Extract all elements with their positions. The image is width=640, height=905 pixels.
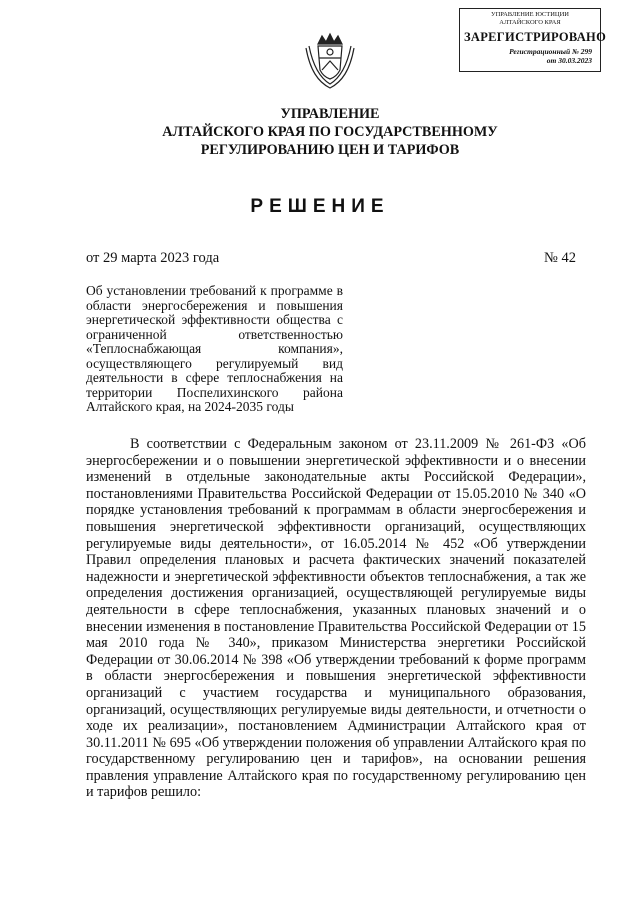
- document-date: от 29 марта 2023 года: [86, 250, 220, 266]
- registration-stamp: [459, 8, 607, 72]
- document-type-title: РЕШЕНИЕ: [250, 196, 390, 217]
- coat-of-arms-icon: [300, 30, 360, 92]
- issuing-agency: [100, 105, 560, 159]
- stamp-authority-line: УПРАВЛЕНИЕ ЮСТИЦИИ: [491, 11, 569, 18]
- agency-line-3: РЕГУЛИРОВАНИЮ ЦЕН И ТАРИФОВ: [200, 142, 460, 158]
- document-subject: Об установлении требований к программе в области энергосбережения и повышения энергетической эффективности общества с ограниченной ответственностью «Теплоснабжающая компания», осуществляющего регулируемый вид деятельности в сфере теплоснабжения на территории Поспелихинского района Алтайского края, на 2024-2035 годы: [86, 283, 343, 414]
- preamble-paragraph: В соответствии с Федеральным законом от 23.11.2009 № 261-ФЗ «Об энергосбережении и о повышении энергетической эффективности и о внесении изменений в отдельные законодательные акты Российской Федерации», постановлениями Правительства Российской Федерации от 15.05.2010 № 340 «О порядке установления требований к программам в области энергосбережения и повышения энергетической эффективности организаций, осуществляющих регулируемые виды деятельности», от 16.05.2014 № 452 «Об утверждении Правил определения плановых и расчета фактических значений показателей надежности и энергетической эффективности объектов теплоснабжения, а так же определения достижения организацией, осуществляющей регулируемые виды деятельности в сфере теплоснабжения, указанных плановых значений и о внесении изменения в постановление Правительства Российской Федерации от 15 мая 2010 года № 340», приказом Министерства энергетики Российской Федерации от 30.06.2014 № 398 «Об утверждении требований к форме программ в области энергосбережения и повышения энергетической эффективности организаций с участием государства и муниципального образования, организаций, осуществляющих регулируемые виды деятельности, и отчетности о ходе их реализации», постановлением Администрации Алтайского края от 30.11.2011 № 695 «Об утверждении положения об управлении Алтайского края по государственному регулированию цен и тарифов», на основании решения правления управление Алтайского края по государственному регулированию цен и тарифов решило:: [86, 436, 586, 801]
- stamp-registered-label: ЗАРЕГИСТРИРОВАНО: [464, 30, 607, 44]
- stamp-registration-number: Регистрационный № 299: [509, 47, 592, 56]
- agency-line-1: УПРАВЛЕНИЕ: [280, 106, 380, 122]
- stamp-region-line: АЛТАЙСКОГО КРАЯ: [499, 19, 561, 26]
- stamp-registration-date: от 30.03.2023: [546, 56, 592, 65]
- agency-line-2: АЛТАЙСКОГО КРАЯ ПО ГОСУДАРСТВЕННОМУ: [162, 124, 498, 140]
- document-number: № 42: [544, 250, 576, 266]
